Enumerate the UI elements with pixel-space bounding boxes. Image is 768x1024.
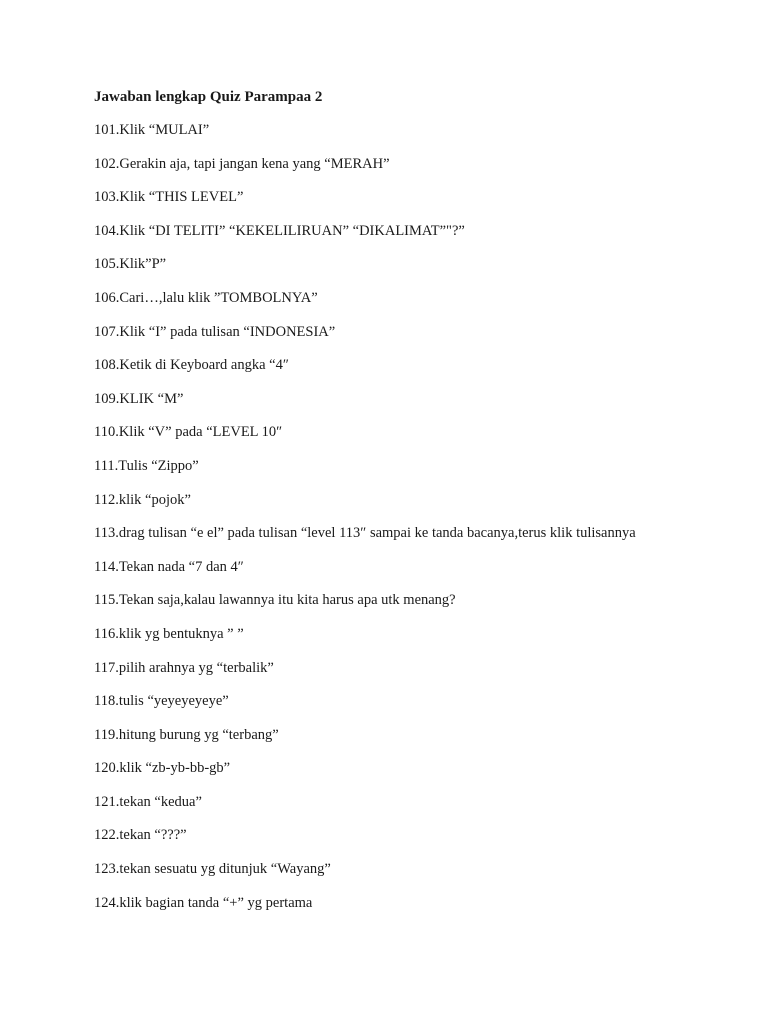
answer-item-113: 113.drag tulisan “e el” pada tulisan “level 113″ sampai ke tanda bacanya,terus klik tulisannya: [94, 525, 636, 542]
answer-item-110: 110.Klik “V” pada “LEVEL 10″: [94, 424, 283, 441]
answer-item-116: 116.klik yg bentuknya ” ”: [94, 625, 244, 642]
answer-item-112: 112.klik “pojok”: [94, 491, 191, 508]
answer-item-111: 111.Tulis “Zippo”: [94, 457, 199, 474]
answer-item-107: 107.Klik “I” pada tulisan “INDONESIA”: [94, 323, 336, 340]
answer-item-122: 122.tekan “???”: [94, 827, 187, 844]
answer-item-103: 103.Klik “THIS LEVEL”: [94, 189, 244, 206]
answer-list: [94, 120, 636, 926]
answer-item-114: 114.Tekan nada “7 dan 4″: [94, 558, 244, 575]
answer-item-106: 106.Cari…,lalu klik ”TOMBOLNYA”: [94, 289, 318, 306]
answer-item-121: 121.tekan “kedua”: [94, 793, 202, 810]
answer-item-117: 117.pilih arahnya yg “terbalik”: [94, 659, 274, 676]
answer-item-105: 105.Klik”P”: [94, 256, 167, 273]
document-title: Jawaban lengkap Quiz Parampaa 2: [94, 89, 323, 105]
answer-item-118: 118.tulis “yeyeyeyeye”: [94, 693, 229, 710]
answer-item-120: 120.klik “zb-yb-bb-gb”: [94, 760, 231, 777]
answer-item-119: 119.hitung burung yg “terbang”: [94, 726, 279, 743]
answer-item-104: 104.Klik “DI TELITI” “KEKELILIRUAN” “DIKALIMAT”"?”: [94, 222, 465, 239]
answer-item-102: 102.Gerakin aja, tapi jangan kena yang “MERAH”: [94, 155, 390, 172]
answer-item-115: 115.Tekan saja,kalau lawannya itu kita harus apa utk menang?: [94, 592, 456, 609]
answer-item-108: 108.Ketik di Keyboard angka “4″: [94, 357, 289, 374]
answer-item-109: 109.KLIK “M”: [94, 390, 184, 407]
answer-item-124: 124.klik bagian tanda “+” yg pertama: [94, 894, 313, 911]
answer-item-101: 101.Klik “MULAI”: [94, 122, 210, 138]
answer-item-123: 123.tekan sesuatu yg ditunjuk “Wayang”: [94, 861, 331, 878]
